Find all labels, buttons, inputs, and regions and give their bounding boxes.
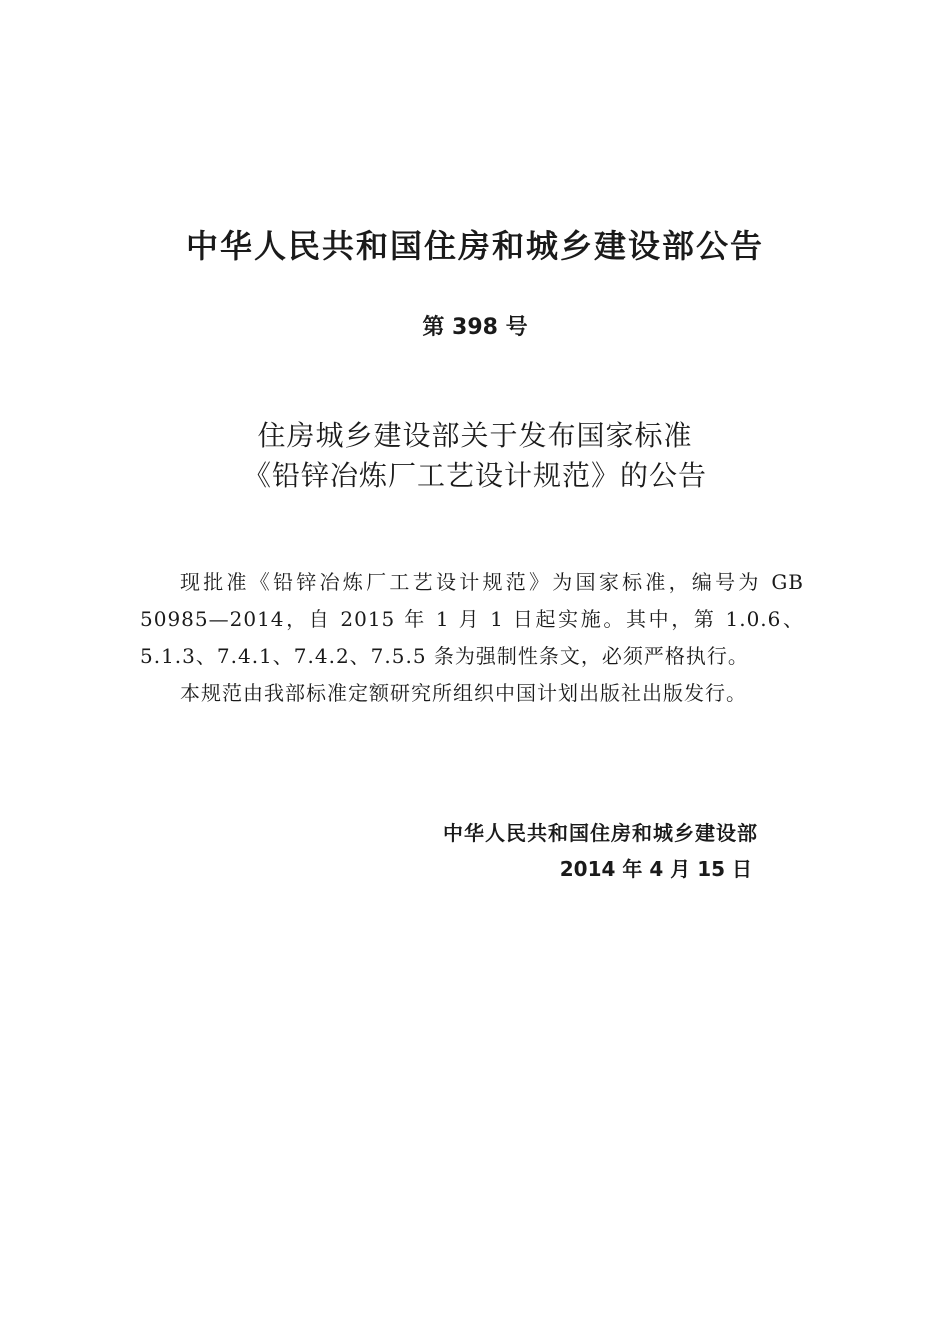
announcement-title-line2: 《铅锌冶炼厂工艺设计规范》的公告 <box>242 459 707 492</box>
announcement-title <box>0 416 950 496</box>
body-paragraph-2: 本规范由我部标准定额研究所组织中国计划出版社出版发行。 <box>180 681 747 705</box>
announcement-title-line1: 住房城乡建设部关于发布国家标准 <box>257 419 693 452</box>
body-paragraph-1: 现批准《铅锌冶炼厂工艺设计规范》为国家标准，编号为 GB 50985—2014，自 2015 年 1 月 1 日起实施。其中，第 1.0.6、5.1.3、7.4.1、7.4.2、7.5.5 条为强制性条文，必须严格执行。 <box>140 570 804 668</box>
signature-organization: 中华人民共和国住房和城乡建设部 <box>443 821 758 845</box>
issuer-heading: 中华人民共和国住房和城乡建设部公告 <box>185 227 764 265</box>
announcement-number: 第 398 号 <box>422 315 528 340</box>
signature-date: 2014 年 4 月 15 日 <box>559 857 752 881</box>
announcement-body <box>140 564 804 712</box>
